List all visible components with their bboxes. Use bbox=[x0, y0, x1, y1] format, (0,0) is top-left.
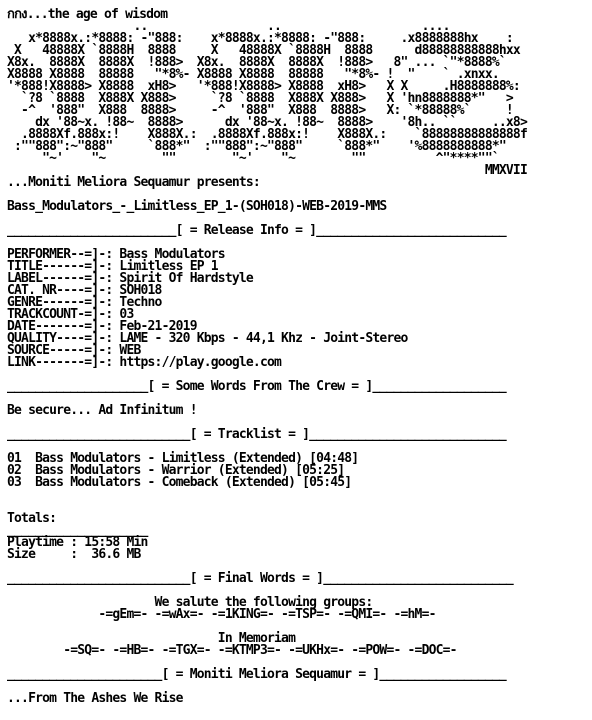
nfo-line: `?8 `8888 X888X X888> `?8 `8888 X888X X888> X 'hn8888888*" > bbox=[7, 91, 513, 106]
section-header-group: ______________________[ = Moniti Meliora Sequamur = ]__________________ bbox=[7, 667, 506, 682]
nfo-line bbox=[7, 489, 527, 501]
info-date: DATE-------=]-: Feb-21-2019 bbox=[7, 319, 197, 334]
nfo-line: '*888!X8888> X8888 xH8> '*888!X8888> X8888 xH8> X X .H8888888%: bbox=[7, 79, 520, 94]
nfo-line: X8888 X8888 88888 "*8%- X8888 X8888 88888 "*8%- ! " ` .xnxx. bbox=[7, 67, 499, 82]
nfo-line: X8x. 8888X 8888X !888> X8x. 8888X 8888X !888> 8" ... `"*8888%` bbox=[7, 55, 506, 70]
section-header-release-info: ________________________[ = Release Info = ]___________________________ bbox=[7, 223, 506, 238]
nfo-line: -^ '888" X888 8888> -^ '888" X888 8888> X: `*88888%` ! bbox=[7, 103, 513, 118]
section-header-crew-words: ____________________[ = Some Words From The Crew = ]___________________ bbox=[7, 379, 506, 394]
closing-line: ...From The Ashes We Rise bbox=[7, 691, 183, 706]
info-genre: GENRE------=]-: Techno bbox=[7, 295, 162, 310]
memoriam-heading: In Memoriam bbox=[7, 631, 296, 646]
info-link: LINK-------=]-: https://play.google.com bbox=[7, 355, 282, 370]
track-row: 02 Bass Modulators - Warrior (Extended) [05:25] bbox=[7, 463, 345, 478]
info-source: SOURCE-----=]-: WEB bbox=[7, 343, 141, 358]
track-row: 01 Bass Modulators - Limitless (Extended) [04:48] bbox=[7, 451, 359, 466]
totals-size: Size : 36.6 MB bbox=[7, 547, 141, 562]
nfo-line: .. .. .... bbox=[7, 19, 450, 34]
section-header-final-words: __________________________[ = Final Words = ]___________________________ bbox=[7, 571, 513, 586]
totals-divider: ____________________ bbox=[7, 523, 148, 538]
nfo-line: :""888":~"888" `888*" :""888":~"888" `888*" '%8888888888*" bbox=[7, 139, 506, 154]
info-title: TITLE------=]-: Limitless EP 1 bbox=[7, 259, 218, 274]
info-label: LABEL------=]-: Spirit Of Hardstyle bbox=[7, 271, 253, 286]
totals-playtime: Playtime : 15:58 Min bbox=[7, 535, 148, 550]
nfo-line: dx '88~x. !88~ 8888> dx '88~x. !88~ 8888> '8h.. `` ..x8> bbox=[7, 115, 527, 130]
nfo-line: ...Moniti Meliora Sequamur presents: bbox=[7, 175, 260, 190]
totals-heading: Totals: bbox=[7, 511, 57, 526]
nfo-line: กกง...the age of wisdom bbox=[7, 7, 168, 22]
section-header-tracklist: __________________________[ = Tracklist = ]____________________________ bbox=[7, 427, 506, 442]
track-row: 03 Bass Modulators - Comeback (Extended) [05:45] bbox=[7, 475, 352, 490]
info-performer: PERFORMER--=]-: Bass Modulators bbox=[7, 247, 225, 262]
nfo-text bbox=[7, 9, 527, 705]
info-trackcount: TRACKCOUNT-=]-: 03 bbox=[7, 307, 134, 322]
nfo-line: X 48888X `8888H 8888 X 48888X `8888H 8888 d88888888888hxx bbox=[7, 43, 520, 58]
info-quality: QUALITY----=]-: LAME - 320 Kbps - 44,1 Khz - Joint-Stereo bbox=[7, 331, 408, 346]
salute-groups: -=gEm=- -=wAx=- -=1KING=- -=TSP=- -=QMI=- -=hM=- bbox=[7, 607, 436, 622]
release-name: Bass_Modulators_-_Limitless_EP_1-(SOH018)-WEB-2019-MMS bbox=[7, 199, 387, 214]
crew-words: Be secure... Ad Infinitum ! bbox=[7, 403, 197, 418]
salute-heading: We salute the following groups: bbox=[7, 595, 373, 610]
nfo-line: "~' "~ "" "~' "~ "" ^"****""` bbox=[7, 151, 499, 166]
nfo-line: MMXVII bbox=[7, 163, 527, 178]
memoriam-groups: -=SQ=- -=HB=- -=TGX=- -=KTMP3=- -=UKHx=- -=POW=- -=DOC=- bbox=[7, 643, 457, 658]
info-cat-nr: CAT. NR----=]-: SOH018 bbox=[7, 283, 162, 298]
nfo-line bbox=[7, 501, 527, 513]
nfo-line: x*8888x.:*8888: -"888: x*8888x.:*8888: -"888: .x8888888hx : bbox=[7, 31, 513, 46]
nfo-line: .8888Xf.888x:! X888X.: .8888Xf.888x:! X888X.: `88888888888888f bbox=[7, 127, 527, 142]
